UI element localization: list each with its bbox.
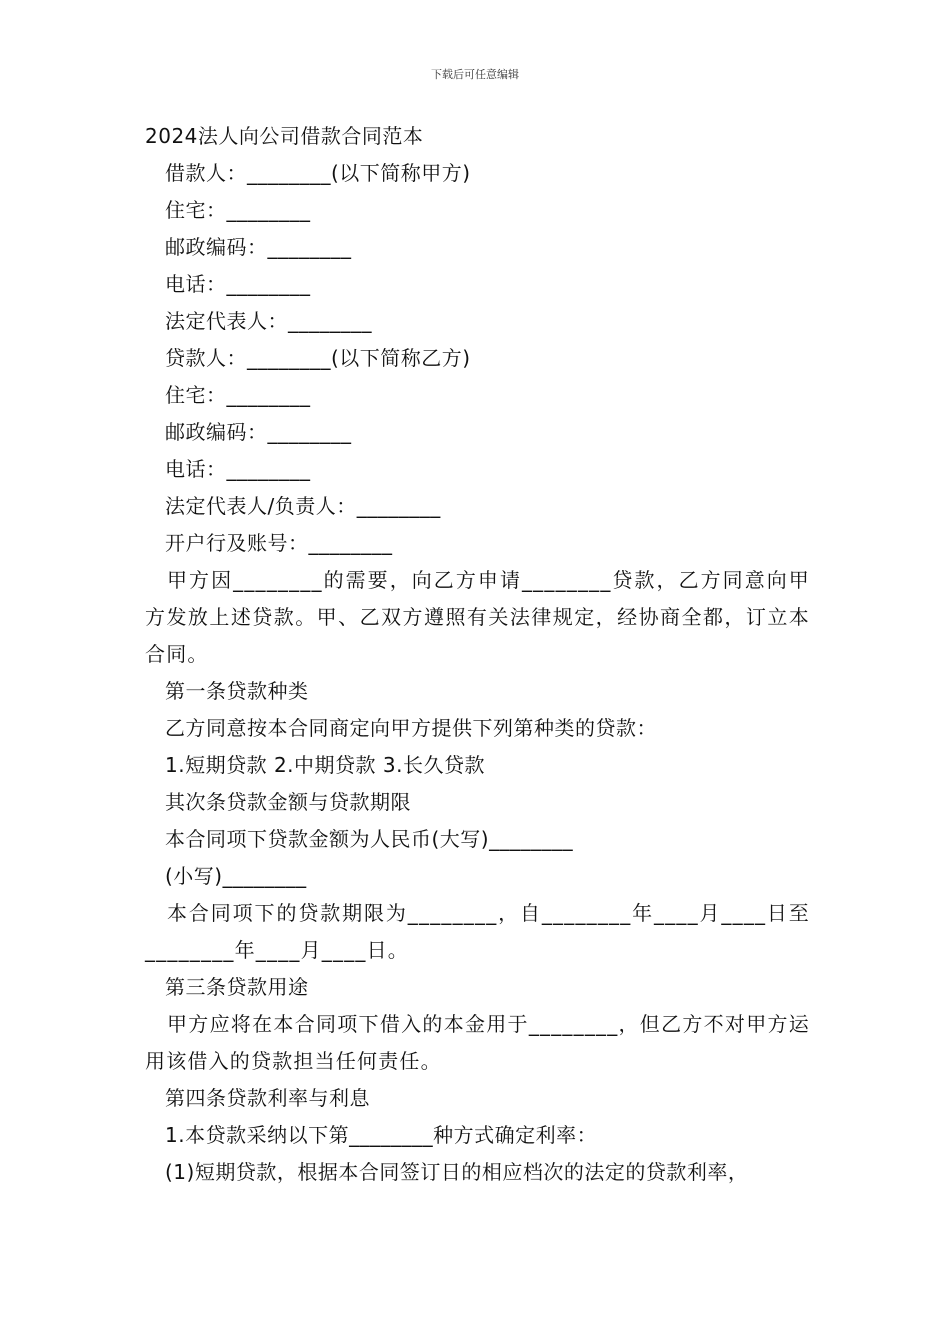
article-4-heading: 第四条贷款利率与利息 — [165, 1086, 370, 1110]
article-2-term-paragraph: 本合同项下的贷款期限为________，自________年____月____日至________年____月____日。 — [145, 901, 810, 962]
lender-legal-rep-line: 法定代表人/负责人：________ — [165, 494, 441, 518]
article-3-heading: 第三条贷款用途 — [165, 975, 309, 999]
article-2-amount-upper: 本合同项下贷款金额为人民币(大写)________ — [165, 827, 574, 851]
article-1-text: 乙方同意按本合同商定向甲方提供下列第种类的贷款： — [165, 716, 657, 740]
lender-postcode-line: 邮政编码：________ — [165, 420, 352, 444]
contract-body — [145, 118, 810, 1191]
article-2-heading: 其次条贷款金额与贷款期限 — [165, 790, 411, 814]
lender-phone-line: 电话：________ — [165, 457, 311, 481]
borrower-phone-line: 电话：________ — [165, 272, 311, 296]
article-4-item-1: 1.本贷款采纳以下第________种方式确定利率： — [165, 1123, 598, 1147]
lender-residence-line: 住宅：________ — [165, 383, 311, 407]
borrower-line: 借款人：________(以下简称甲方) — [165, 161, 471, 185]
borrower-legal-rep-line: 法定代表人：________ — [165, 309, 372, 333]
bank-account-line: 开户行及账号：________ — [165, 531, 393, 555]
article-3-paragraph: 甲方应将在本合同项下借入的本金用于________，但乙方不对甲方运用该借入的贷款担当任何责任。 — [145, 1012, 810, 1073]
intro-paragraph: 甲方因________的需要，向乙方申请________贷款，乙方同意向甲方发放上述贷款。甲、乙双方遵照有关法律规定，经协商全都，订立本合同。 — [145, 568, 810, 666]
borrower-postcode-line: 邮政编码：________ — [165, 235, 352, 259]
article-4-item-1-1: (1)短期贷款，根据本合同签订日的相应档次的法定的贷款利率， — [165, 1160, 749, 1184]
article-1-heading: 第一条贷款种类 — [165, 679, 309, 703]
download-editable-note: 下载后可任意编辑 — [431, 68, 519, 81]
lender-line: 贷款人：________(以下简称乙方) — [165, 346, 471, 370]
borrower-residence-line: 住宅：________ — [165, 198, 311, 222]
article-1-options: 1.短期贷款 2.中期贷款 3.长久贷款 — [165, 753, 485, 777]
document-title: 2024法人向公司借款合同范本 — [145, 124, 424, 148]
article-2-amount-lower: (小写)________ — [165, 864, 307, 888]
